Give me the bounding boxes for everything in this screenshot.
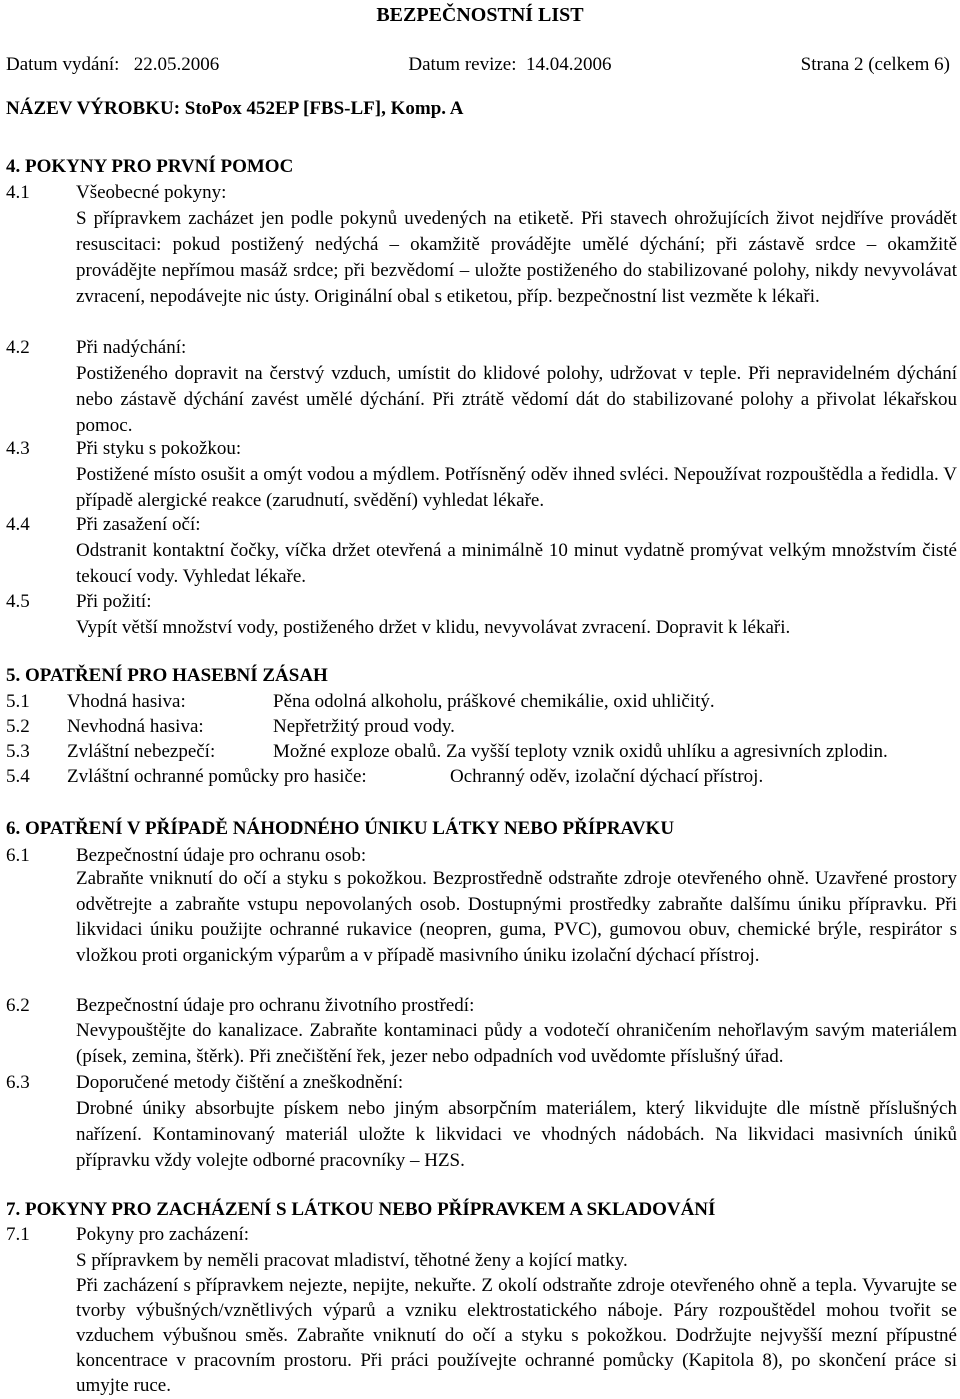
item-number: 5.1 — [6, 691, 30, 712]
item-number: 4.2 — [6, 337, 30, 358]
row-label: Zvláštní nebezpečí: — [67, 741, 216, 762]
product-name: NÁZEV VÝROBKU: StoPox 452EP [FBS-LF], Komp. A — [6, 98, 464, 119]
row-value: Ochranný oděv, izolační dýchací přístroj. — [450, 766, 764, 787]
item-heading: Doporučené metody čištění a zneškodnění: — [76, 1072, 404, 1093]
item-heading: Při nadýchání: — [76, 337, 187, 358]
section-7-title: 7. POKYNY PRO ZACHÁZENÍ S LÁTKOU NEBO PŘÍPRAVKEM A SKLADOVÁNÍ — [6, 1199, 716, 1220]
item-text: S přípravkem zacházet jen podle pokynů uvedených na etiketě. Při stavech ohrožujících život nejdříve provádět resuscitaci: pokud postižený nedýchá – okamžitě provádějte umělé dýchání; při zástavě srdce – okamžitě provádějte nepřímou masáž srdce; při bezvědomí – uložte postiženého do stabilizované polohy, nikdy nevyvolávat zvracení, nepodávejte nic ústy. Originální obal s etiketou, příp. bezpečnostní list vezměte k lékaři. — [76, 208, 957, 307]
item-text: Zabraňte vniknutí do očí a styku s pokožkou. Bezprostředně odstraňte zdroje otevřeného ohně. Uzavřené prostory odvětrejte a zabraňte vstupu nepovolaných osob. Dostupnými prostředky zabraňte dalšímu úniku přípravku. Při likvidaci úniku použijte ochranné rukavice (neopren, guma, PVC), gumovou obuv, chemické brýle, respirátor s vložkou proti organickým výparům a v případě masivního úniku izolační dýchací přístroj. — [76, 868, 957, 966]
item-text: Odstranit kontaktní čočky, víčka držet otevřená a minimálně 10 minut vydatně promývat velkým množstvím čisté tekoucí vody. Vyhledat lékaře. — [76, 540, 957, 587]
issue-date: Datum vydání: 22.05.2006 — [6, 54, 220, 75]
row-label: Zvláštní ochranné pomůcky pro hasiče: — [67, 766, 367, 787]
item-text: Postižené místo osušit a omýt vodou a mýdlem. Potřísněný oděv ihned svléci. Nepoužívat rozpouštědla a ředidla. V případě alergické reakce (zarudnutí, svědění) vyhledat lékaře. — [76, 464, 957, 511]
item-heading: Bezpečnostní údaje pro ochranu životního prostředí: — [76, 995, 475, 1016]
item-text: Drobné úniky absorbujte pískem nebo jiným absorpčním materiálem, který likvidujte dle místně příslušných nařízení. Kontaminovaný materiál uložte k likvidaci ve vhodných nádobách. Na likvidaci masivních úniků přípravku vždy volejte odborné pracovníky – HZS. — [76, 1098, 957, 1171]
item-text: Nevypouštějte do kanalizace. Zabraňte kontaminaci půdy a vodotečí ohraničením nehořlavým savým materiálem (písek, zemina, štěrk). Při znečištění řek, jezer nebo odpadních vod uvědomte příslušný úřad. — [76, 1020, 957, 1067]
section-4-title: 4. POKYNY PRO PRVNÍ POMOC — [6, 156, 294, 177]
item-number: 6.3 — [6, 1072, 30, 1093]
item-number: 5.2 — [6, 716, 30, 737]
item-text: Při zacházení s přípravkem nejezte, nepijte, nekuřte. Z okolí odstraňte zdroje otevřeného ohně a tepla. Vyvarujte se tvorby výbušných/vznětlivých výparů a vzniku elektrostatického náboje. Páry rozpouštědel mohou tvořit se vzduchem výbušnou směs. Zabraňte vniknutí do očí a styku s pokožkou. Dodržujte nejvyšší mezní přípustné koncentrace v pracovním prostoru. Při práci používejte ochranné pomůcky (Kapitola 8), po skončení práce si umyjte ruce. — [76, 1275, 957, 1396]
item-heading: Bezpečnostní údaje pro ochranu osob: — [76, 845, 367, 866]
item-number: 4.5 — [6, 591, 30, 612]
row-value: Nepřetržitý proud vody. — [273, 716, 455, 737]
revision-date: Datum revize: 14.04.2006 — [408, 54, 612, 75]
item-number: 5.3 — [6, 741, 30, 762]
row-value: Možné exploze obalů. Za vyšší teploty vznik oxidů uhlíku a agresivních zplodin. — [273, 741, 888, 762]
row-value: Pěna odolná alkoholu, práškové chemikálie, oxid uhličitý. — [273, 691, 715, 712]
item-text: Postiženého dopravit na čerstvý vzduch, umístit do klidové polohy, udržovat v teple. Při nepravidelném dýchání nebo zástavě dýchání zavést umělé dýchání. Při ztrátě vědomí dát do stabilizované polohy a přivolat lékařskou pomoc. — [76, 363, 957, 436]
section-6-title: 6. OPATŘENÍ V PŘÍPADĚ NÁHODNÉHO ÚNIKU LÁTKY NEBO PŘÍPRAVKU — [6, 818, 675, 839]
item-number: 7.1 — [6, 1224, 30, 1245]
item-number: 4.3 — [6, 438, 30, 459]
item-number: 4.4 — [6, 514, 30, 535]
row-label: Vhodná hasiva: — [67, 691, 186, 712]
section-5-title: 5. OPATŘENÍ PRO HASEBNÍ ZÁSAH — [6, 665, 328, 686]
header-meta-row — [6, 52, 950, 78]
item-text: S přípravkem by neměli pracovat mladiství, těhotné ženy a kojící matky. — [76, 1250, 628, 1271]
item-number: 6.2 — [6, 995, 30, 1016]
item-heading: Všeobecné pokyny: — [76, 182, 227, 203]
item-heading: Při zasažení očí: — [76, 514, 201, 535]
item-number: 6.1 — [6, 845, 30, 866]
item-heading: Při požití: — [76, 591, 152, 612]
page-info: Strana 2 (celkem 6) — [800, 54, 950, 75]
item-number: 5.4 — [6, 766, 30, 787]
item-heading: Při styku s pokožkou: — [76, 438, 242, 459]
item-text: Vypít větší množství vody, postiženého držet v klidu, nevyvolávat zvracení. Dopravit k lékaři. — [76, 617, 791, 638]
item-number: 4.1 — [6, 182, 30, 203]
row-label: Nevhodná hasiva: — [67, 716, 204, 737]
item-heading: Pokyny pro zacházení: — [76, 1224, 250, 1245]
document-title: BEZPEČNOSTNÍ LIST — [376, 4, 584, 26]
